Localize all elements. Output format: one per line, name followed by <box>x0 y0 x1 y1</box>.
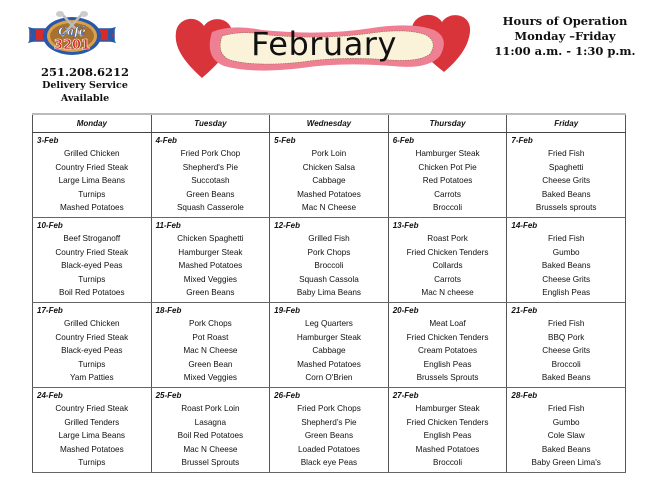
cell-spacer <box>507 470 625 472</box>
hours-time: 11:00 a.m. - 1:30 p.m. <box>494 44 636 58</box>
menu-item: Shepherd’s Pie <box>301 417 357 427</box>
menu-item: Boil Red Potatoes <box>177 431 244 441</box>
day-date: 14-Feb <box>511 220 538 230</box>
menu-item: Large Lima Beans <box>58 431 126 441</box>
day-cell <box>388 217 507 302</box>
menu-item: English Peas <box>423 431 472 441</box>
week-row <box>33 302 626 387</box>
menu-item: Country Fried Steak <box>55 162 129 172</box>
day-cell <box>33 302 152 387</box>
day-date: 18-Feb <box>155 305 182 315</box>
svg-text:Café: Café <box>58 25 86 38</box>
day-cell <box>270 387 389 472</box>
menu-item: Country Fried Steak <box>55 332 129 342</box>
day-date: 13-Feb <box>392 220 419 230</box>
menu-item: Mashed Potatoes <box>415 444 480 454</box>
day-cell <box>151 387 270 472</box>
menu-item: Carrots <box>434 274 461 284</box>
menu-item: Green Bean <box>188 359 233 369</box>
menu-item: Roast Pork Loin <box>181 403 240 413</box>
day-cell <box>151 133 270 218</box>
menu-item: Succotash <box>191 176 230 186</box>
menu-item: Black eye Peas <box>300 458 358 468</box>
menu-item: Turnips <box>78 359 106 369</box>
menu-item: Yam Patties <box>70 373 114 383</box>
logo-graphic <box>28 10 116 58</box>
day-header-thursday: Thursday <box>388 114 507 133</box>
menu-item: Turnips <box>78 458 106 468</box>
menu-item: Mac N cheese <box>421 288 474 298</box>
day-date: 7-Feb <box>511 136 533 145</box>
day-date: 21-Feb <box>511 305 538 315</box>
day-header-row <box>33 114 626 133</box>
menu-item: Cabbage <box>312 176 346 186</box>
menu-item: Gumbo <box>552 247 580 257</box>
menu-item: Fried Chicken Tenders <box>406 417 489 427</box>
day-header-wednesday: Wednesday <box>270 114 389 133</box>
day-cell <box>151 217 270 302</box>
menu-item: Grilled Chicken <box>64 149 120 158</box>
week-row <box>33 217 626 302</box>
day-cell <box>507 133 626 218</box>
menu-item: Mashed Potatoes <box>297 189 361 199</box>
day-header-friday: Friday <box>507 114 626 133</box>
day-date: 28-Feb <box>511 390 538 400</box>
week-row <box>33 133 626 218</box>
menu-item: BBQ Pork <box>547 332 585 342</box>
lunch-menu-table <box>32 113 626 473</box>
menu-item: Broccoli <box>314 261 344 271</box>
menu-item: Mixed Veggies <box>183 373 238 383</box>
day-date: 19-Feb <box>274 305 300 315</box>
menu-item: Broccoli <box>432 458 463 468</box>
menu-item: Fried Fish <box>547 233 585 243</box>
menu-item: Collards <box>432 261 463 271</box>
menu-item: Hamburger Steak <box>415 403 480 413</box>
day-date: 12-Feb <box>274 220 300 230</box>
menu-item: Country Fried Steak <box>55 247 129 257</box>
menu-item: Leg Quarters <box>305 318 353 328</box>
menu-item: Chicken Pot Pie <box>418 162 477 172</box>
menu-item: Mac N Cheese <box>183 346 238 356</box>
menu-item: Green Beans <box>186 189 235 199</box>
menu-item: Fried Chicken Tenders <box>406 247 489 257</box>
menu-item: Turnips <box>78 189 106 199</box>
menu-item: Turnips <box>78 274 106 284</box>
menu-item: Cream Potatoes <box>417 346 478 356</box>
menu-item: Pork Loin <box>311 149 347 158</box>
menu-item: Baked Beans <box>541 373 591 383</box>
day-cell <box>33 387 152 472</box>
menu-item: Spaghetti <box>548 162 584 172</box>
day-date: 10-Feb <box>37 220 63 230</box>
menu-item: Fried Pork Chop <box>180 149 241 158</box>
month-banner <box>172 10 474 82</box>
cell-spacer <box>270 470 388 472</box>
menu-item: Pot Roast <box>192 332 229 342</box>
menu-item: Grilled Tenders <box>64 417 120 427</box>
day-cell <box>270 133 389 218</box>
contact-block <box>20 65 150 105</box>
day-header-monday: Monday <box>33 114 152 133</box>
phone-number: 251.208.6212 <box>40 65 130 79</box>
hours-of-operation <box>484 14 646 59</box>
day-date: 20-Feb <box>392 305 419 315</box>
day-cell <box>151 302 270 387</box>
day-cell <box>388 302 507 387</box>
menu-item: Country Fried Steak <box>55 403 129 413</box>
menu-item: Fried Chicken Tenders <box>406 332 489 342</box>
day-date: 3-Feb <box>37 136 59 145</box>
menu-item: Baby Lima Beans <box>296 288 362 298</box>
menu-item: English Peas <box>423 359 472 369</box>
day-date: 24-Feb <box>37 390 63 400</box>
cell-spacer <box>152 470 270 472</box>
menu-item: Grilled Fish <box>308 233 350 243</box>
menu-item: Boil Red Potatoes <box>59 288 125 298</box>
menu-item: Red Potatoes <box>422 176 473 186</box>
menu-item: Large Lima Beans <box>58 176 126 186</box>
delivery-notice: Delivery Service Available <box>42 80 128 104</box>
menu-item: Brussel Sprouts <box>181 458 240 468</box>
menu-item: Cole Slaw <box>547 431 585 441</box>
menu-item: Mashed Potatoes <box>59 444 124 454</box>
menu-item: Mac N Cheese <box>301 203 357 213</box>
day-cell <box>388 387 507 472</box>
menu-item: Mashed Potatoes <box>178 261 243 271</box>
menu-item: Cheese Grits <box>542 346 591 356</box>
menu-item: Baked Beans <box>541 444 591 454</box>
menu-item: Fried Pork Chops <box>297 403 361 413</box>
month-title: February <box>251 25 397 63</box>
menu-item: Chicken Spaghetti <box>177 233 244 243</box>
menu-item: Hamburger Steak <box>415 149 480 158</box>
menu-item: Baked Beans <box>541 261 591 271</box>
menu-item: Mashed Potatoes <box>297 359 361 369</box>
hours-days: Monday –Friday <box>514 29 616 43</box>
menu-item: Shepherd's Pie <box>182 162 239 172</box>
menu-item: Brussels Sprouts <box>416 373 479 383</box>
day-date: 25-Feb <box>155 390 182 400</box>
menu-item: Hamburger Steak <box>178 247 243 257</box>
menu-item: Baby Green Lima's <box>531 458 601 468</box>
menu-item: Broccoli <box>432 203 463 213</box>
menu-item: Meat Loaf <box>429 318 466 328</box>
day-header-tuesday: Tuesday <box>151 114 270 133</box>
menu-item: Green Beans <box>186 288 235 298</box>
day-cell <box>33 217 152 302</box>
day-date: 6-Feb <box>392 136 415 145</box>
day-cell <box>33 133 152 218</box>
menu-item: Gumbo <box>552 417 580 427</box>
menu-item: Lasagna <box>194 417 227 427</box>
menu-item: Pork Chops <box>189 318 232 328</box>
day-cell <box>507 217 626 302</box>
menu-item: Corn O'Brien <box>305 373 353 383</box>
menu-item: Black-eyed Peas <box>61 261 123 271</box>
menu-item: Black-eyed Peas <box>61 346 123 356</box>
day-cell <box>270 217 389 302</box>
day-date: 5-Feb <box>274 136 296 145</box>
menu-item: Hamburger Steak <box>296 332 362 342</box>
cell-spacer <box>33 470 151 472</box>
menu-item: Cheese Grits <box>542 274 591 284</box>
day-date: 4-Feb <box>155 136 177 145</box>
day-date: 27-Feb <box>392 390 419 400</box>
menu-item: Cabbage <box>312 346 346 356</box>
day-cell <box>388 133 507 218</box>
day-date: 17-Feb <box>37 305 63 315</box>
hours-title: Hours of Operation <box>502 14 628 28</box>
menu-item: Mac N Cheese <box>183 444 238 454</box>
menu-item: Green Beans <box>304 431 354 441</box>
menu-item: Carrots <box>434 189 461 199</box>
menu-item: Fried Fish <box>547 318 585 328</box>
menu-item: English Peas <box>542 288 591 298</box>
svg-text:3201: 3201 <box>53 38 91 53</box>
menu-item: Squash Casserole <box>176 203 244 213</box>
menu-item: Grilled Chicken <box>64 318 120 328</box>
menu-item: Baked Beans <box>541 189 591 199</box>
menu-item: Loaded Potatoes <box>297 444 360 454</box>
menu-item: Pork Chops <box>307 247 351 257</box>
menu-item: Fried Fish <box>547 403 585 413</box>
menu-item: Fried Fish <box>547 149 585 158</box>
menu-item: Roast Pork <box>427 233 468 243</box>
day-cell <box>507 302 626 387</box>
cell-spacer <box>389 470 507 472</box>
day-cell <box>507 387 626 472</box>
menu-item: Beef Stroganoff <box>63 233 121 243</box>
day-date: 26-Feb <box>274 390 300 400</box>
menu-item: Mixed Veggies <box>183 274 238 284</box>
week-row <box>33 387 626 472</box>
cafe-3201-logo <box>28 10 116 58</box>
menu-item: Brussels sprouts <box>535 203 597 213</box>
day-date: 11-Feb <box>155 220 181 230</box>
menu-item: Broccoli <box>551 359 581 369</box>
menu-item: Squash Cassola <box>299 274 359 284</box>
menu-item: Chicken Salsa <box>302 162 356 172</box>
menu-item: Mashed Potatoes <box>59 203 124 213</box>
day-cell <box>270 302 389 387</box>
menu-item: Cheese Grits <box>542 176 591 186</box>
